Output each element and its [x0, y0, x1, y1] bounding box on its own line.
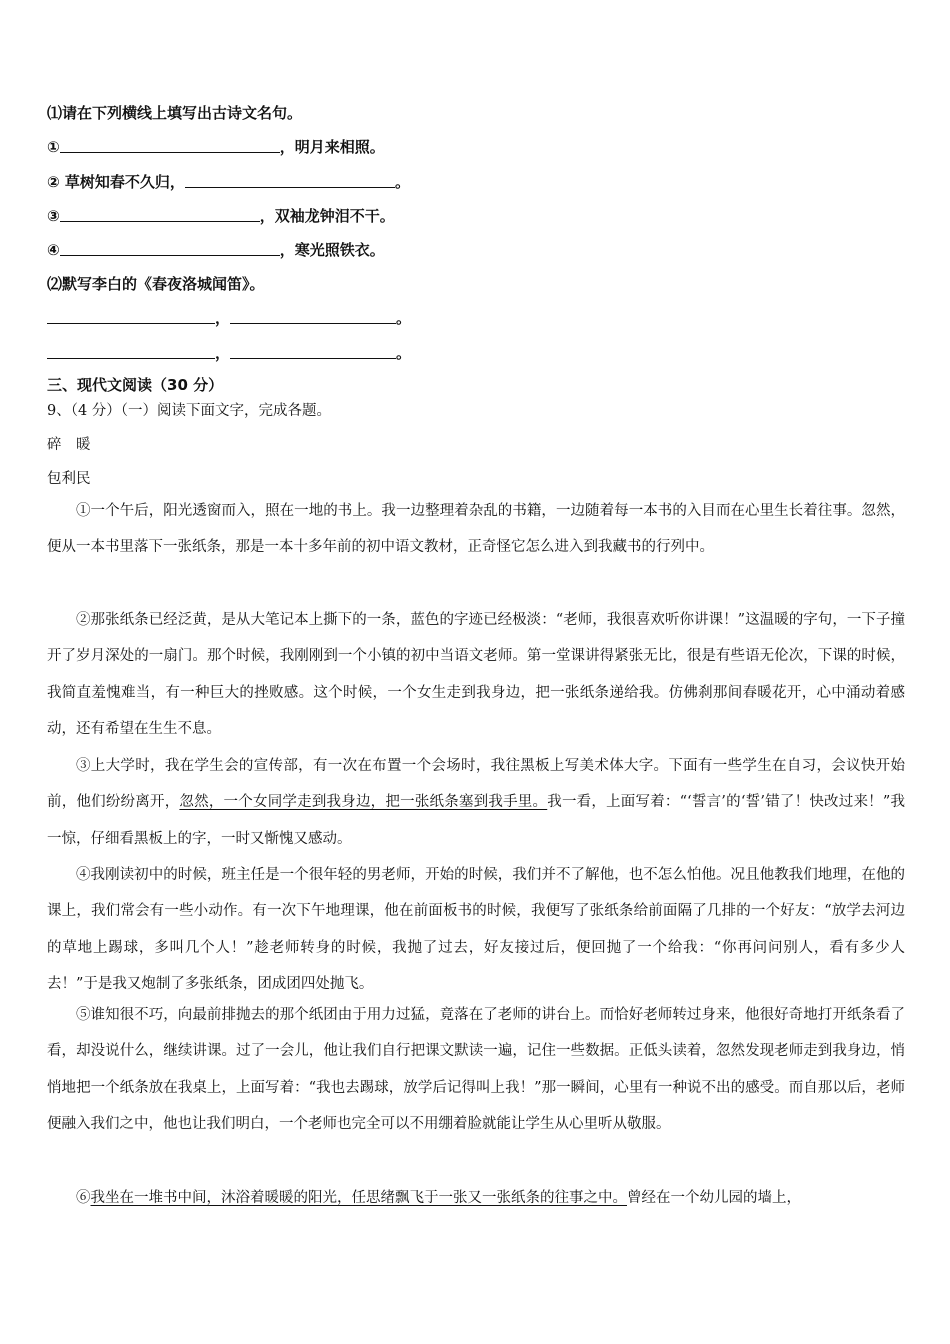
paragraph-6-text: 曾经在一个幼儿园的墙上， — [627, 1190, 801, 1206]
answer-blank-5[interactable] — [47, 309, 215, 324]
item2-end: 。 — [394, 173, 410, 191]
poem-line-1 — [47, 136, 385, 157]
item1-text: ，明月来相照。 — [279, 138, 385, 156]
answer-blank-8[interactable] — [230, 344, 396, 359]
section3-heading: 三、现代文阅读（30 分） — [47, 376, 224, 394]
answer-blank-7[interactable] — [47, 344, 215, 359]
answer-blank-4[interactable] — [60, 241, 280, 256]
item4-text: ，寒光照铁衣。 — [279, 241, 385, 259]
answer-blank-2[interactable] — [185, 173, 395, 188]
paragraph-3-text-b: 我一看，上面写着：“‘誓言’的‘誓’错了！快改过来！”我一惊，仔细看黑板上的字，一时又惭愧又感动。 — [47, 794, 906, 847]
article-author: 包利民 — [47, 471, 91, 487]
poem-line-3 — [47, 205, 395, 226]
period-2: 。 — [396, 344, 412, 362]
answer-blank-6[interactable] — [230, 309, 396, 324]
item-number-4: ④ — [47, 241, 60, 259]
paragraph-6-underlined: 我坐在一堆书中间，沐浴着暖暖的阳光，任思绪飘飞于一张又一张纸条的往事之中。 — [90, 1190, 627, 1206]
recite-line-2 — [47, 342, 411, 363]
paragraph-1: ①一个午后，阳光透窗而入，照在一地的书上。我一边整理着杂乱的书籍，一边随着每一本书的入目而在心里生长着往事。忽然，便从一本书里落下一张纸条，那是一本十多年前的初中语文教材，正奇怪它怎么进入到我藏书的行列中。 — [47, 503, 905, 556]
question-q1-heading: ⑴请在下列横线上填写出古诗文名句。 — [47, 104, 303, 122]
item-number-3: ③ — [47, 207, 60, 225]
comma-1: ， — [215, 309, 231, 327]
paragraph-6 — [47, 1180, 905, 1216]
paragraph-3 — [47, 748, 905, 857]
article-title: 碎 暖 — [47, 437, 91, 453]
item3-text: ，双袖龙钟泪不干。 — [259, 207, 395, 225]
paragraph-3-text-a: ③上大学时，我在学生会的宣传部，有一次在布置一个会场时，我往黑板上写美术体大字。下面有一些学生在自习，会议快开始前，他们纷纷离开， — [47, 758, 905, 811]
question-9: 9、（4 分）（一）阅读下面文字，完成各题。 — [47, 403, 332, 419]
comma-2: ， — [215, 344, 231, 362]
item2-text: ② 草树知春不久归， — [47, 173, 185, 191]
poem-line-2 — [47, 171, 410, 192]
paragraph-2: ②那张纸条已经泛黄，是从大笔记本上撕下的一条，蓝色的字迹已经极淡：“老师，我很喜欢听你讲课！”这温暖的字句，一下子撞开了岁月深处的一扇门。那个时候，我刚刚到一个小镇的初中当语文老师。第一堂课讲得紧张无比，很是有些语无伦次，下课的时候，我简直羞愧难当，有一种巨大的挫败感。这个时候，一个女生走到我身边，把一张纸条递给我。仿佛刹那间春暖花开，心中涌动着感动，还有希望在生生不息。 — [47, 612, 905, 738]
item-number-1: ① — [47, 138, 60, 156]
answer-blank-3[interactable] — [60, 207, 260, 222]
paragraph-6-number: ⑥ — [76, 1190, 91, 1206]
paragraph-4: ④我刚读初中的时候，班主任是一个很年轻的男老师，开始的时候，我们并不了解他，也不怎么怕他。况且他教我们地理，在他的课上，我们常会有一些小动作。有一次下午地理课，他在前面板书的时候，我便写了张纸条给前面隔了几排的一个好友：“放学去河边的草地上踢球，多叫几个人！”趁老师转身的时候，我抛了过去，好友接过后，便回抛了一个给我：“你再问问别人，看有多少人去！”于是我又炮制了多张纸条，团成团四处抛飞。 — [47, 867, 905, 993]
paragraph-5: ⑤谁知很不巧，向最前排抛去的那个纸团由于用力过猛，竟落在了老师的讲台上。而恰好老师转过身来，他很好奇地打开纸条看了看，却没说什么，继续讲课。过了一会儿，他让我们自行把课文默读一遍，记住一些数据。正低头读着，忽然发现老师走到我身边，悄悄地把一个纸条放在我桌上，上面写着：“我也去踢球，放学后记得叫上我！”那一瞬间，心里有一种说不出的感受。而自那以后，老师便融入我们之中，他也让我们明白，一个老师也完全可以不用绷着脸就能让学生从心里听从敬服。 — [47, 1007, 905, 1133]
paragraph-3-underlined: 忽然，一个女同学走到我身边，把一张纸条塞到我手里。 — [179, 794, 548, 811]
recite-line-1 — [47, 307, 411, 328]
answer-blank-1[interactable] — [60, 138, 280, 153]
period-1: 。 — [396, 309, 412, 327]
poem-line-4 — [47, 239, 385, 260]
question-q2-heading: ⑵默写李白的《春夜洛城闻笛》。 — [47, 275, 265, 293]
